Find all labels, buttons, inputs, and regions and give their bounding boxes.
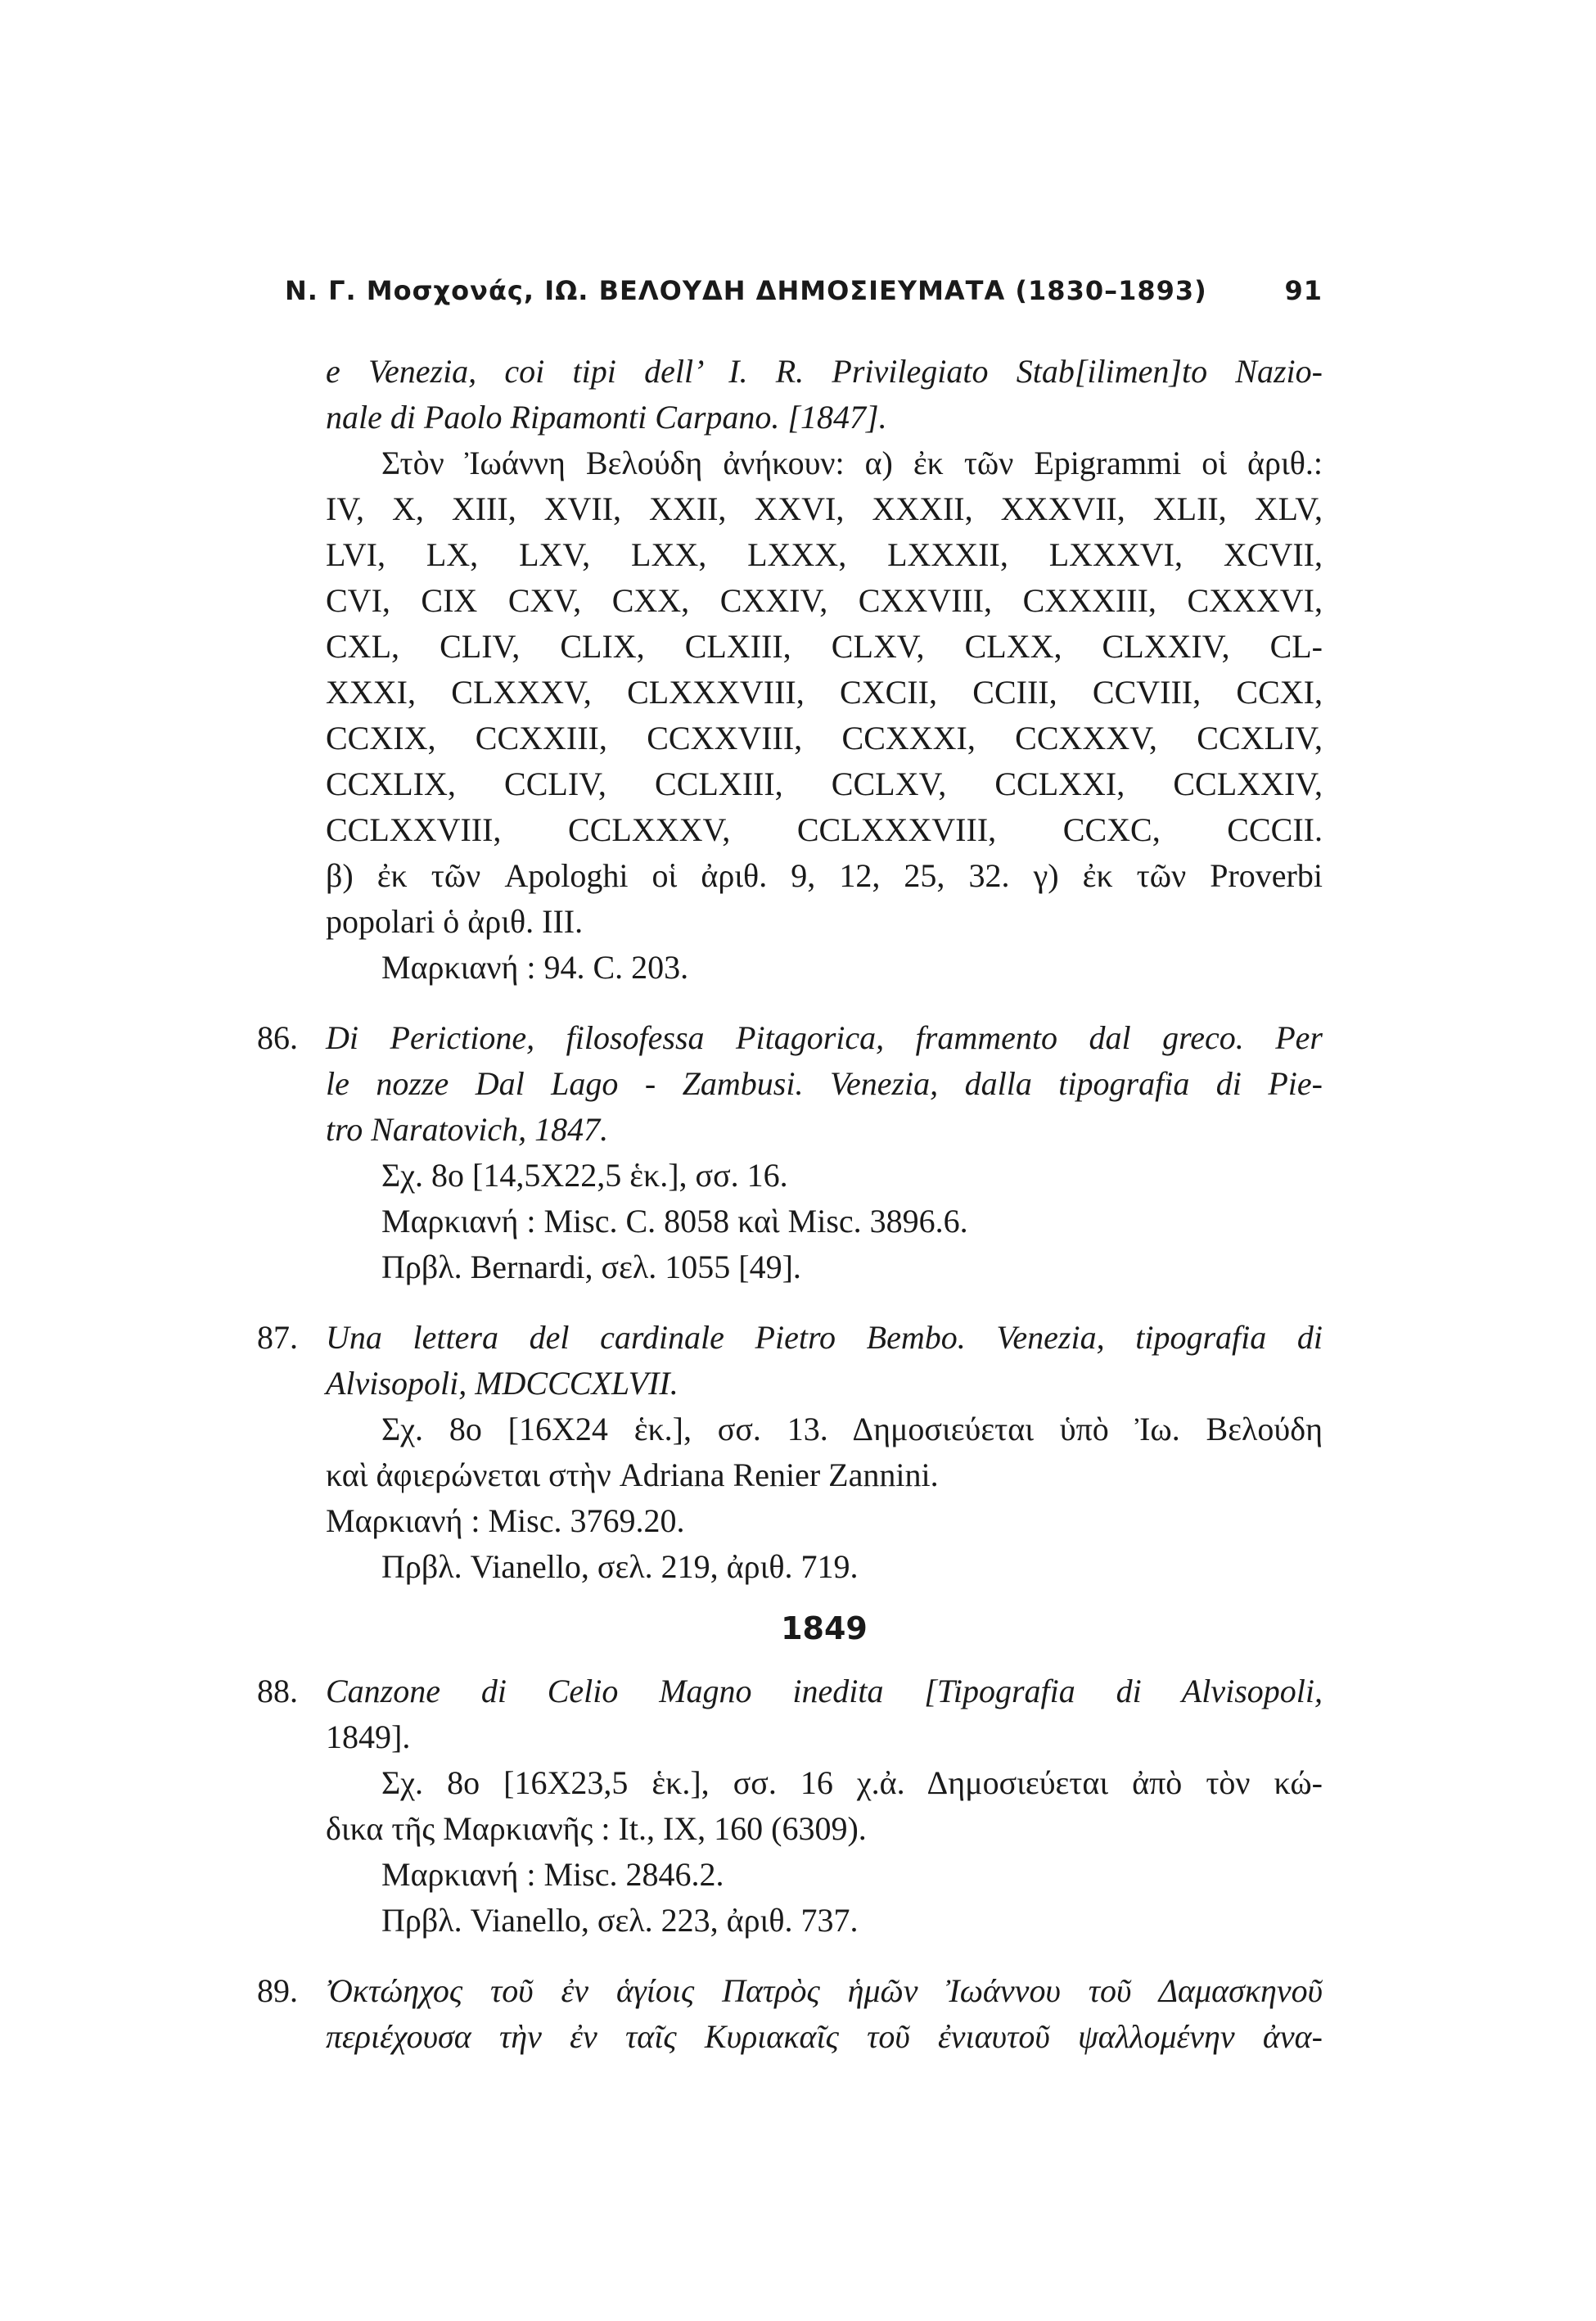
entry-title-line: tro Naratovich, 1847.	[326, 1111, 609, 1148]
entry-number: 87.	[257, 1319, 298, 1356]
entry-86	[257, 1015, 1323, 1290]
entry-title-line: 1849].	[326, 1718, 411, 1755]
entry-title-line: le nozze Dal Lago - Zambusi. Venezia, dalla tipografia di Pie-	[326, 1065, 1323, 1102]
entry-number: 89.	[257, 1972, 298, 2009]
running-header	[285, 275, 1323, 306]
text-line: CCXLIX, CCLIV, CCLXIII, CCLXV, CCLXXI, CCLXXIV,	[326, 765, 1323, 802]
library-reference: Μαρκιανή : Misc. C. 8058 καὶ Misc. 3896.6.	[381, 1203, 968, 1240]
text-line: IV, X, XIII, XVII, XXII, XXVI, XXXII, XXXVII, XLII, XLV,	[326, 490, 1323, 527]
text-line: nale di Paolo Ripamonti Carpano. [1847].	[326, 399, 887, 436]
running-title: Ν. Γ. Μοσχονάς, ΙΩ. ΒΕΛΟΥΔΗ ΔΗΜΟΣΙΕΥΜΑΤΑ (1830–1893)	[285, 275, 1207, 306]
compare-reference: Πρβλ. Vianello, σελ. 219, ἀριθ. 719.	[381, 1548, 859, 1585]
entry-number: 88.	[257, 1673, 298, 1709]
text-line: CCXIX, CCXXIII, CCXXVIII, CCXXXI, CCXXXV, CCXLIV,	[326, 720, 1323, 756]
text-line: Στὸν Ἰωάννη Βελούδη ἀνήκουν: α) ἐκ τῶν Epigrammi οἱ ἀριθ.:	[381, 445, 1323, 481]
entry-number: 86.	[257, 1019, 298, 1056]
text-line: CXL, CLIV, CLIX, CLXIII, CLXV, CLXX, CLXXIV, CL-	[326, 628, 1323, 665]
entry-87	[257, 1315, 1323, 1590]
format-line: Σχ. 8ο [16X24 ἑκ.], σσ. 13. Δημοσιεύεται ὑπὸ Ἰω. Βελούδη	[381, 1411, 1323, 1447]
text-line: β) ἐκ τῶν Apologhi οἱ ἀριθ. 9, 12, 25, 32. γ) ἐκ τῶν Proverbi	[326, 857, 1323, 894]
format-line: Σχ. 8ο [14,5X22,5 ἑκ.], σσ. 16.	[381, 1157, 788, 1194]
page-number: 91	[1284, 275, 1323, 306]
library-reference: Μαρκιανή : Misc. 2846.2.	[381, 1856, 724, 1893]
text-line: XXXI, CLXXXV, CLXXXVIII, CXCII, CCIII, CCVIII, CCXI,	[326, 674, 1323, 711]
page-body	[257, 349, 1323, 2060]
text-line: CVI, CIX CXV, CXX, CXXIV, CXXVIII, CXXXIII, CXXXVI,	[326, 582, 1323, 619]
text-line: popolari ὁ ἀριθ. III.	[326, 903, 584, 940]
entry-88	[257, 1669, 1323, 1944]
entry-title-line: Alvisopoli, MDCCCXLVII.	[326, 1365, 679, 1402]
text-line: δικα τῆς Μαρκιανῆς : It., IX, 160 (6309).	[326, 1810, 867, 1847]
entry-89	[257, 1968, 1323, 2060]
text-line: LVI, LX, LXV, LXX, LXXX, LXXXII, LXXXVI, XCVII,	[326, 536, 1323, 573]
entry-title-line: Ὀκτώηχος τοῦ ἐν ἁγίοις Πατρὸς ἡμῶν Ἰωάννου τοῦ Δαμασκηνοῦ	[326, 1972, 1323, 2009]
entry-title-line: περιέχουσα τὴν ἐν ταῖς Κυριακαῖς τοῦ ἐνιαυτοῦ ψαλλομένην ἀνα-	[326, 2018, 1323, 2055]
text-line: CCLXXVIII, CCLXXXV, CCLXXXVIII, CCXC, CCCII.	[326, 811, 1323, 848]
text-line: e Venezia, coi tipi dell’ I. R. Privilegiato Stab[ilimen]to Nazio-	[326, 353, 1323, 390]
format-line: Σχ. 8ο [16X23,5 ἑκ.], σσ. 16 χ.ἀ. Δημοσιεύεται ἀπὸ τὸν κώ-	[381, 1764, 1323, 1801]
entry-title-line: Di Perictione, filosofessa Pitagorica, frammento dal greco. Per	[326, 1019, 1323, 1056]
entry-title-line: Canzone di Celio Magno inedita [Tipografia di Alvisopoli,	[326, 1673, 1323, 1709]
year-heading: 1849	[781, 1610, 868, 1646]
entry-title-line: Una lettera del cardinale Pietro Bembo. Venezia, tipografia di	[326, 1319, 1323, 1356]
library-reference: Μαρκιανή : 94. C. 203.	[381, 949, 689, 986]
text-line: καὶ ἀφιερώνεται στὴν Adriana Renier Zannini.	[326, 1456, 939, 1493]
compare-reference: Πρβλ. Bernardi, σελ. 1055 [49].	[381, 1249, 801, 1285]
entry-85-continuation	[326, 349, 1323, 991]
library-reference: Μαρκιανή : Misc. 3769.20.	[326, 1502, 685, 1539]
compare-reference: Πρβλ. Vianello, σελ. 223, ἀριθ. 737.	[381, 1902, 859, 1939]
